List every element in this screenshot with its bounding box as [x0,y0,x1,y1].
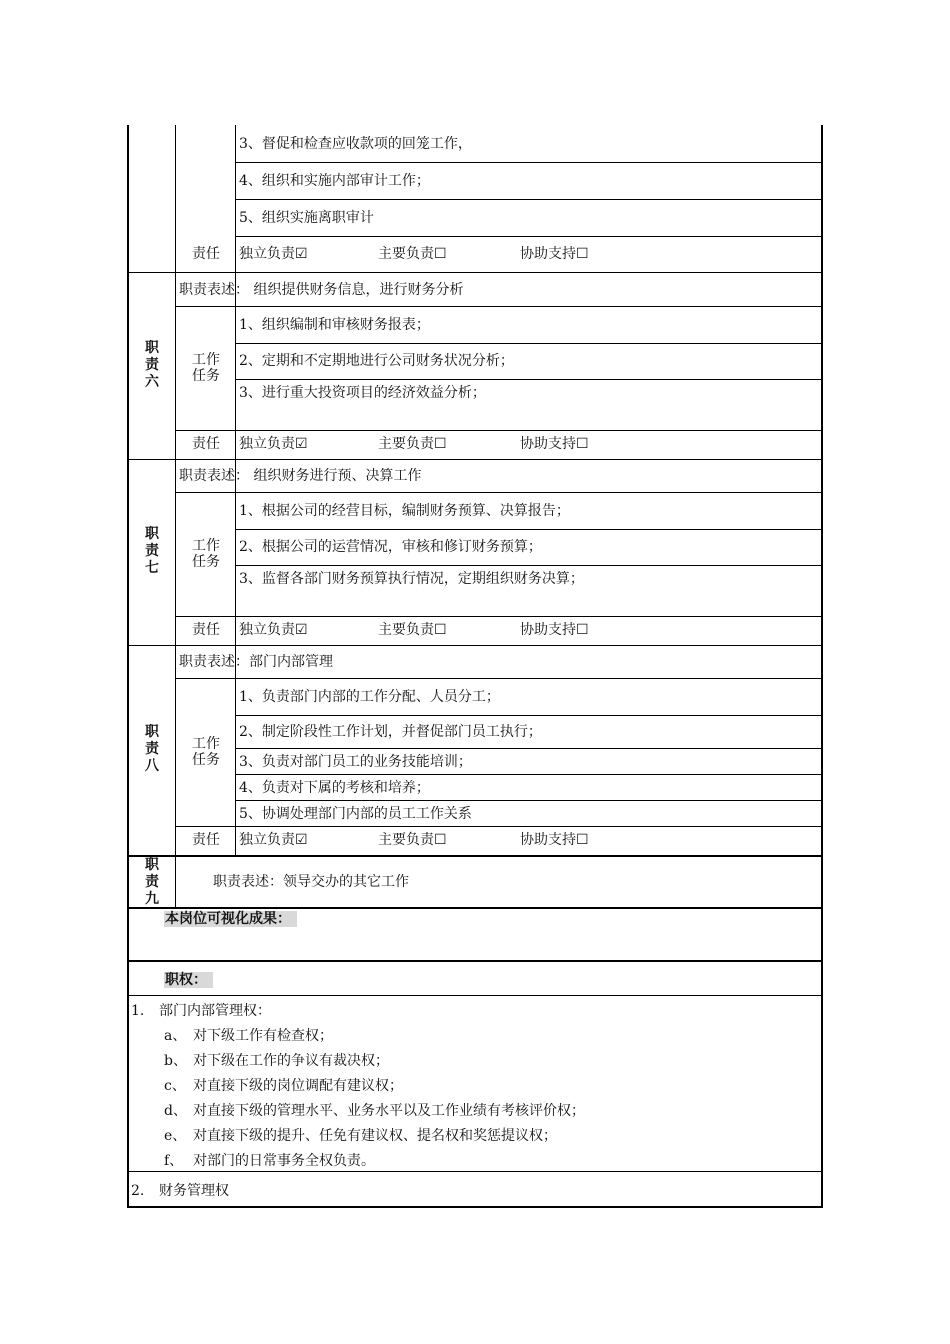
sub-item-text: 对下级工作有检查权； [193,1028,333,1044]
option-primary: 主要负责☐ [378,436,447,452]
divider [127,459,822,460]
option-independent: 独立负责☑ [239,832,308,848]
task-text: 2、制定阶段性工作计划，并督促部门员工执行； [239,724,542,740]
option-primary: 主要负责☐ [378,832,447,848]
task-text: 4、组织和实施内部审计工作； [239,173,430,189]
sub-item-letter: a、 [164,1028,187,1044]
divider [127,995,822,996]
divider [127,907,822,909]
divider [235,800,822,801]
divider [235,236,822,237]
work-task-label: 工作 任务 [192,538,220,570]
divider [175,306,822,307]
sub-item-letter: e、 [164,1128,187,1144]
divider [175,430,822,431]
task-text: 1、根据公司的经营目标，编制财务预算、决算报告； [239,503,570,519]
sub-item-text: 对直接下级的管理水平、业务水平以及工作业绩有考核评价权； [193,1103,585,1119]
divider [235,379,822,380]
responsibility-label: 责任 [192,832,220,848]
work-task-label: 工作 任务 [192,352,220,384]
divider [235,199,822,200]
sub-item-text: 对下级在工作的争议有裁决权； [193,1053,389,1069]
option-support: 协助支持☐ [520,832,589,848]
option-primary: 主要负责☐ [378,246,447,262]
divider [235,748,822,749]
divider [127,645,822,646]
authority-item-number: 1. [131,1003,145,1019]
divider [235,774,822,775]
divider [235,125,236,855]
duty-description: 职责表述： 组织财务进行预、决算工作 [179,468,422,484]
divider [127,855,822,857]
task-text: 4、负责对下属的考核和培养； [239,780,430,796]
sub-item-letter: b、 [164,1053,187,1069]
duty-six-title: 职 责 六 [145,340,159,390]
sub-item-text: 对直接下级的提升、任免有建议权、提名权和奖惩提议权； [193,1128,557,1144]
task-text: 1、组织编制和审核财务报表； [239,317,430,333]
sub-item-text: 对部门的日常事务全权负责。 [193,1153,375,1169]
sub-item-letter: d、 [164,1103,187,1119]
option-independent: 独立负责☑ [239,246,308,262]
divider [175,826,822,827]
divider [235,565,822,566]
task-text: 3、负责对部门员工的业务技能培训； [239,754,472,770]
responsibility-label: 责任 [192,246,220,262]
duty-description: 职责表述：领导交办的其它工作 [213,874,409,890]
option-support: 协助支持☐ [520,246,589,262]
task-text: 3、督促和检查应收款项的回笼工作， [239,136,472,152]
visual-results-title: 本岗位可视化成果： [164,910,297,928]
responsibility-label: 责任 [192,622,220,638]
divider [175,125,176,907]
divider [175,492,822,493]
task-text: 2、根据公司的运营情况，审核和修订财务预算； [239,539,542,555]
table-border-bottom [127,1206,822,1208]
duty-seven-title: 职 责 七 [145,526,159,576]
responsibility-label: 责任 [192,436,220,452]
divider [235,529,822,530]
task-text: 5、组织实施离职审计 [239,210,374,226]
divider [175,678,822,679]
divider [175,616,822,617]
duty-description: 职责表述： 组织提供财务信息，进行财务分析 [179,282,464,298]
option-independent: 独立负责☑ [239,436,308,452]
authority-item-title: 部门内部管理权： [159,1003,271,1019]
duty-description: 职责表述：部门内部管理 [179,654,333,670]
authority-title: 职权： [164,971,213,989]
option-support: 协助支持☐ [520,622,589,638]
divider [127,272,822,273]
task-text: 5、协调处理部门内部的员工工作关系 [239,806,472,822]
duty-eight-title: 职 责 八 [145,724,159,774]
sub-item-text: 对直接下级的岗位调配有建议权； [193,1078,403,1094]
task-text: 3、监督各部门财务预算执行情况，定期组织财务决算； [239,571,584,587]
divider [127,960,822,962]
divider [235,343,822,344]
sub-item-letter: f、 [164,1153,184,1169]
option-primary: 主要负责☐ [378,622,447,638]
divider [127,1171,822,1172]
authority-item-title: 财务管理权 [159,1183,229,1199]
divider [235,162,822,163]
divider [235,715,822,716]
task-text: 2、定期和不定期地进行公司财务状况分析； [239,353,514,369]
option-independent: 独立负责☑ [239,622,308,638]
option-support: 协助支持☐ [520,436,589,452]
work-task-label: 工作 任务 [192,736,220,768]
task-text: 3、进行重大投资项目的经济效益分析； [239,385,486,401]
authority-item-number: 2. [131,1183,145,1199]
sub-item-letter: c、 [164,1078,186,1094]
task-text: 1、负责部门内部的工作分配、人员分工； [239,689,500,705]
table-border-right [821,125,823,1208]
table-border-left [127,125,129,1208]
duty-nine-title: 职 责 九 [145,857,159,907]
